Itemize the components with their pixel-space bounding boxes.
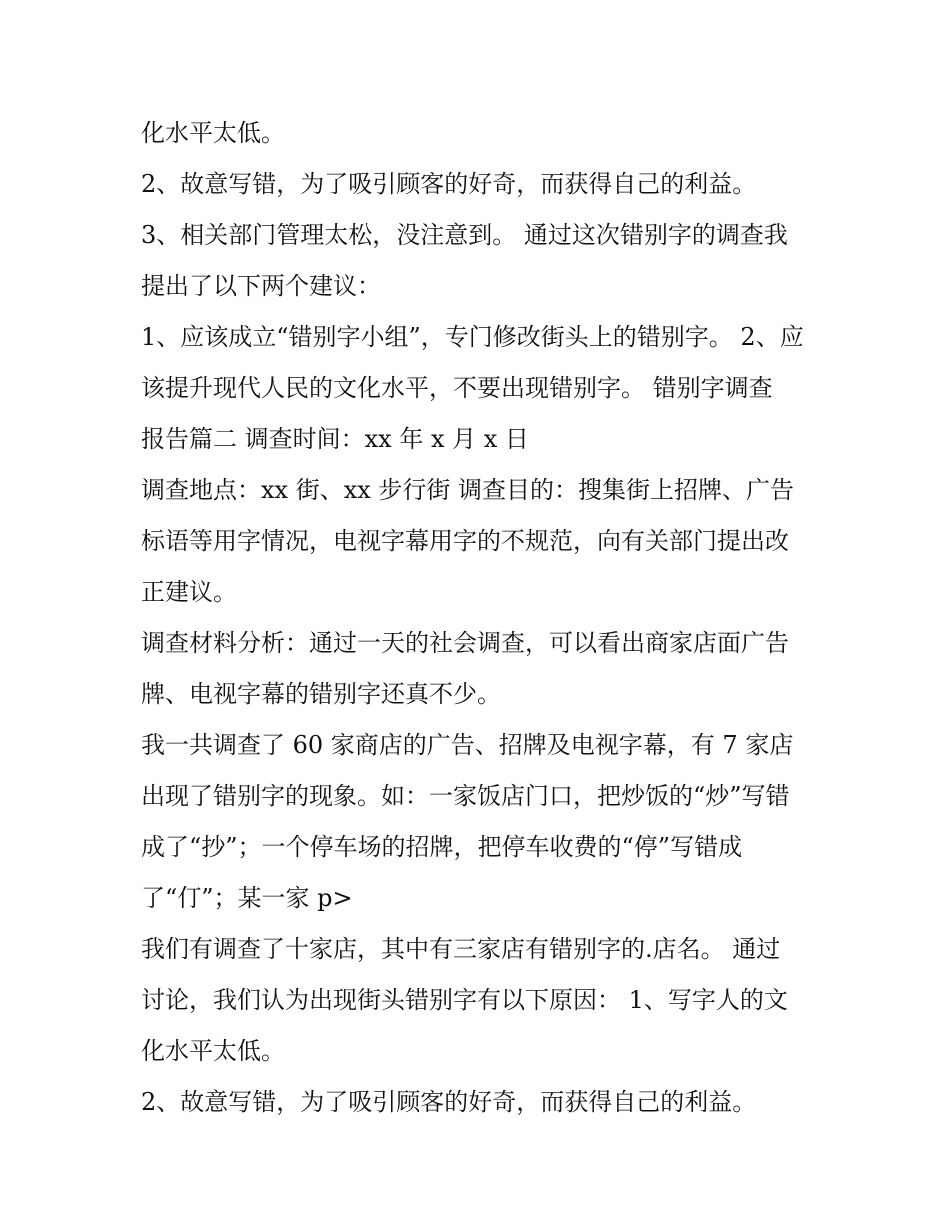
text-line: 成了“抄”；一个停车场的招牌，把停车收费的“停”写错成 <box>141 833 743 861</box>
text-line: 2、故意写错，为了吸引顾客的好奇，而获得自己的利益。 <box>141 1088 757 1116</box>
text-line: 标语等用字情况，电视字幕用字的不规范，向有关部门提出改 <box>141 527 789 555</box>
text-line: 我们有调查了十家店，其中有三家店有错别字的.店名。 通过 <box>141 935 781 963</box>
text-line: 调查材料分析：通过一天的社会调查，可以看出商家店面广告 <box>141 629 789 657</box>
text-line: 提出了以下两个建议： <box>141 272 381 300</box>
text-line: 牌、电视字幕的错别字还真不少。 <box>141 680 501 708</box>
text-line: 了“仃”；某一家 p> <box>141 884 353 912</box>
text-line: 我一共调查了 60 家商店的广告、招牌及电视字幕，有 7 家店 <box>141 731 794 759</box>
document-body <box>141 108 821 1128</box>
text-line: 2、故意写错，为了吸引顾客的好奇，而获得自己的利益。 <box>141 170 757 198</box>
text-line: 出现了错别字的现象。如：一家饭店门口，把炒饭的“炒”写错 <box>141 782 790 810</box>
text-line: 该提升现代人民的文化水平，不要出现错别字。 错别字调查 <box>141 374 773 402</box>
text-line: 化水平太低。 <box>141 119 285 147</box>
text-line: 调查地点：xx 街、xx 步行街 调查目的：搜集街上招牌、广告 <box>141 476 795 504</box>
text-line: 3、相关部门管理太松，没注意到。 通过这次错别字的调查我 <box>141 221 788 249</box>
text-line: 正建议。 <box>141 578 237 606</box>
text-line: 报告篇二 调查时间：xx 年 x 月 x 日 <box>141 425 529 453</box>
text-line: 讨论，我们认为出现街头错别字有以下原因： 1、写字人的文 <box>141 986 788 1014</box>
text-line: 化水平太低。 <box>141 1037 285 1065</box>
text-line: 1、应该成立“错别字小组”，专门修改街头上的错别字。 2、应 <box>141 323 804 351</box>
